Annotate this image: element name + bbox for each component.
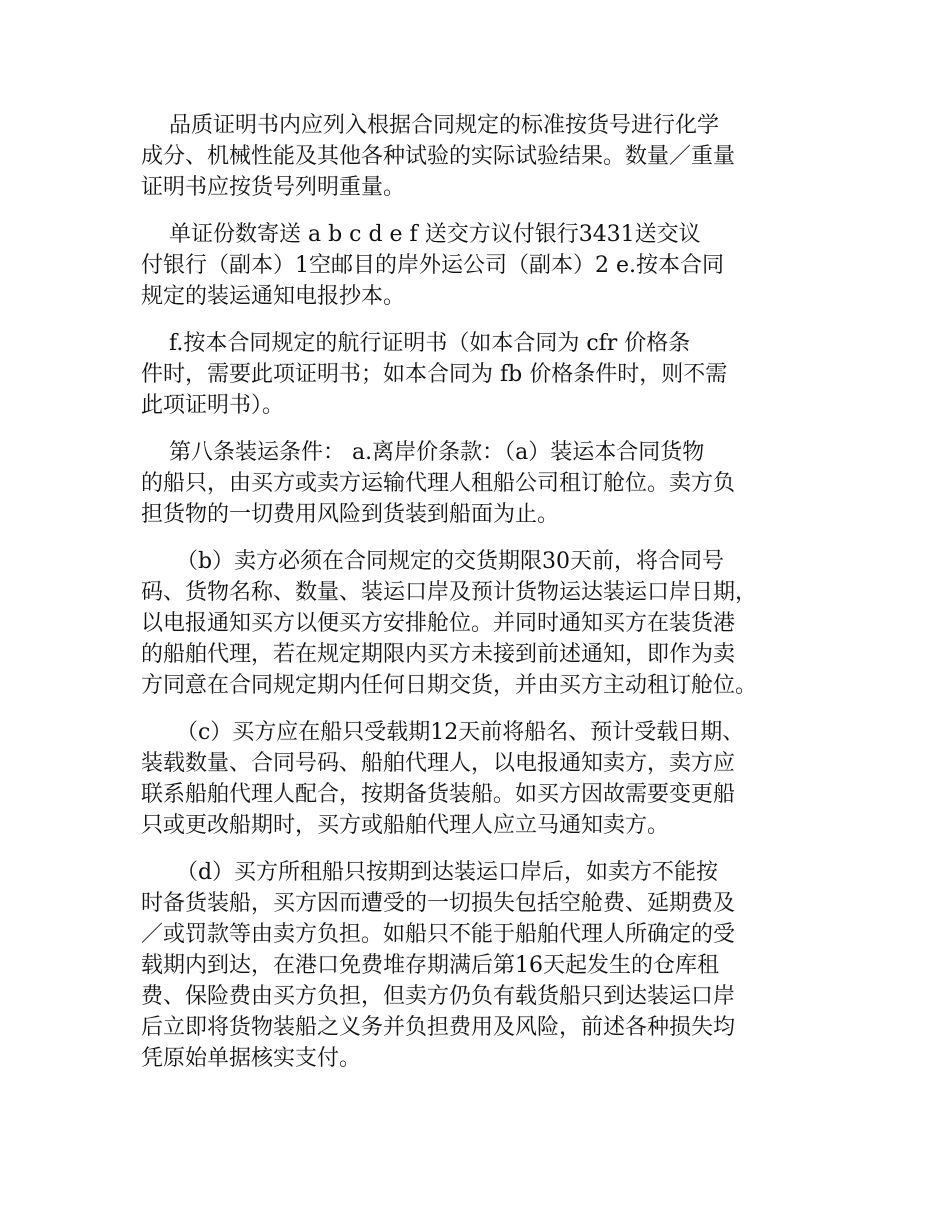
- text-line: 码、货物名称、数量、装运口岸及预计货物运达装运口岸日期，: [141, 580, 758, 605]
- text-line: 此项证明书）。: [141, 393, 285, 418]
- text-line: 费、保险费由买方负担，但卖方仍负有载货船只到达装运口岸: [141, 984, 736, 1009]
- text-line: ／或罚款等由卖方负担。如船只不能于船舶代理人所确定的受: [141, 922, 736, 947]
- text-line: 证明书应按货号列明重量。: [141, 175, 406, 200]
- text-line: 的船只，由买方或卖方运输代理人租船公司租订舱位。卖方负: [141, 471, 736, 496]
- paragraph-clause-d: [141, 857, 817, 1074]
- text-line: （c）买方应在船只受载期12天前将船名、预计受载日期、: [141, 720, 745, 745]
- text-line: 品质证明书内应列入根据合同规定的标准按货号进行化学: [141, 113, 719, 138]
- text-line: （d）买方所租船只按期到达装运口岸后，如卖方不能按: [141, 860, 719, 885]
- paragraph-clause-c: [141, 717, 817, 841]
- text-line: 单证份数寄送 a b c d e f 送交方议付银行3431送交议: [141, 222, 701, 247]
- text-line: 第八条装运条件： a.离岸价条款：（a）装运本合同货物: [141, 440, 705, 465]
- text-line: f.按本合同规定的航行证明书（如本合同为 cfr 价格条: [141, 331, 691, 356]
- text-line: 后立即将货物装船之义务并负担费用及风险，前述各种损失均: [141, 1015, 736, 1040]
- paragraph-document-copies: [141, 219, 817, 312]
- text-line: 装载数量、合同号码、船舶代理人，以电报通知卖方，卖方应: [141, 751, 736, 776]
- text-line: （b）卖方必须在合同规定的交货期限30天前，将合同号: [141, 549, 725, 574]
- text-line: 以电报通知买方以便买方安排舱位。并同时通知买方在装货港: [141, 611, 736, 636]
- paragraph-clause-b: [141, 546, 817, 701]
- paragraph-voyage-certificate: [141, 328, 817, 421]
- text-line: 付银行（副本）1空邮目的岸外运公司（副本）2 e.按本合同: [141, 253, 725, 278]
- text-line: 凭原始单据核实支付。: [141, 1046, 362, 1071]
- paragraph-article-8-shipping-terms: [141, 437, 817, 530]
- text-line: 载期内到达，在港口免费堆存期满后第16天起发生的仓库租: [141, 953, 719, 978]
- text-line: 的船舶代理，若在规定期限内买方未接到前述通知，即作为卖: [141, 642, 736, 667]
- paragraph-quality-certificate: [141, 110, 817, 203]
- text-line: 担货物的一切费用风险到货装到船面为止。: [141, 502, 560, 527]
- text-line: 方同意在合同规定期内任何日期交货，并由买方主动租订舱位。: [141, 673, 758, 698]
- text-line: 件时，需要此项证明书；如本合同为 fb 价格条件时，则不需: [141, 362, 728, 387]
- text-line: 联系船舶代理人配合，按期备货装船。如买方因故需要变更船: [141, 782, 736, 807]
- text-line: 成分、机械性能及其他各种试验的实际试验结果。数量／重量: [141, 144, 736, 169]
- document-body: [141, 110, 817, 1090]
- text-line: 时备货装船，买方因而遭受的一切损失包括空舱费、延期费及: [141, 891, 736, 916]
- text-line: 只或更改船期时，买方或船舶代理人应立马通知卖方。: [141, 813, 670, 838]
- text-line: 规定的装运通知电报抄本。: [141, 284, 406, 309]
